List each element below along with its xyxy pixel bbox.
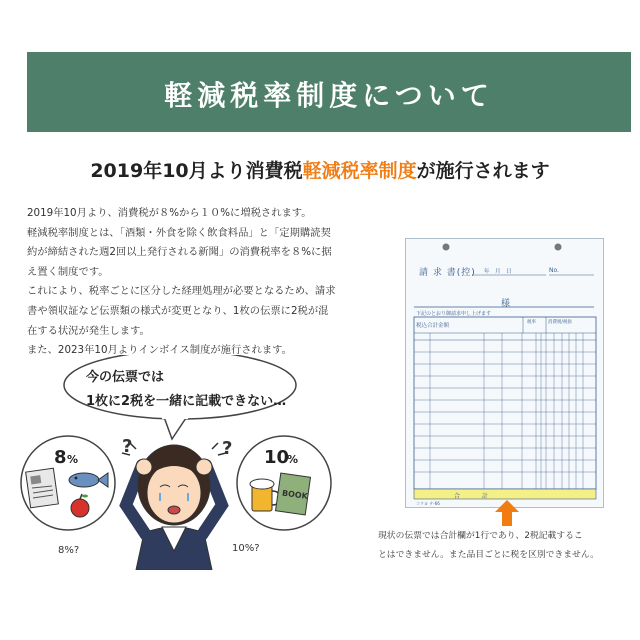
body-paragraph-1: 2019年10月より、消費税が８%から１０%に増税されます。	[27, 207, 312, 219]
right-rate-unit: %	[287, 453, 299, 466]
banner-title: 軽減税率制度について	[164, 79, 494, 112]
body-text	[27, 204, 337, 361]
left-rate-unit: %	[67, 453, 79, 466]
speech-line-1: 今の伝票では	[86, 370, 165, 385]
body-paragraph-3: これにより、税率ごとに区分した経理処理が必要となるため、請求書や領収証など伝票類の様式が変更となり、1枚の伝票に2税が混在する状況が発生します。	[27, 285, 336, 337]
title-banner	[27, 52, 631, 132]
left-rate-number: 8	[54, 447, 67, 468]
left-small-rate: 8%?	[58, 545, 80, 556]
slip-columns	[430, 333, 583, 489]
newspaper-icon	[26, 468, 59, 508]
slip-note: 下記のとおり御請求申し上げます	[416, 311, 492, 317]
left-rate-circle	[21, 436, 115, 530]
slip-number: No.	[549, 267, 559, 274]
punch-hole-left	[443, 244, 450, 251]
question-mark-left: ?	[122, 436, 133, 457]
headline-suffix: が施行されます	[416, 160, 550, 182]
caption-line-1: 現状の伝票では合計欄が1行であり、2税記載するこ	[378, 531, 583, 541]
book-icon	[276, 473, 311, 515]
slip-title: 請 求 書(控)	[419, 268, 476, 278]
up-arrow-icon	[495, 500, 519, 526]
confused-person-illustration	[14, 355, 350, 570]
question-mark-right: ?	[222, 438, 233, 459]
headline-prefix: 2019年10月より消費税	[90, 160, 303, 182]
book-label: BOOK	[281, 488, 309, 502]
right-small-rate: 10%?	[232, 543, 260, 554]
slip-total-row	[414, 489, 596, 499]
body-paragraph-2: 軽減税率制度とは、「酒類・外食を除く飲食料品」と「定期購読契約が締結された週2回以上発行される新聞」の消費税率を８%に据え置く制度です。	[27, 226, 332, 278]
headline	[0, 156, 640, 183]
punch-hole-right	[555, 244, 562, 251]
right-rate-number: 10	[264, 447, 290, 468]
slip-honorific: 様	[501, 299, 511, 309]
confused-person	[122, 443, 226, 570]
slip-grid	[406, 239, 603, 507]
invoice-slip	[405, 238, 604, 508]
right-rate-circle	[237, 436, 331, 530]
speech-bubble	[64, 355, 296, 439]
body-paragraph-4: また、2023年10月よりインボイス制度が施行されます。	[27, 344, 292, 357]
caption-line-2: とはできません。また品目ごとに税を区別できません。	[378, 550, 599, 560]
slip-date: 年 月 日	[484, 269, 512, 275]
slip-tax-header: 消費税/税抜	[548, 320, 573, 325]
speech-line-2: 1枚に2税を一緒に記載できない…	[86, 394, 287, 409]
headline-highlight: 軽減税率制度	[302, 160, 417, 182]
slip-footer-label: 合 計	[454, 493, 498, 500]
slip-code: コクヨ テ-66	[416, 501, 440, 506]
slip-rows	[414, 352, 596, 472]
slip-tax-rate-header: 税率	[527, 320, 536, 325]
slip-caption	[378, 527, 638, 565]
slip-total-amount-label: 税込合計金額	[416, 323, 450, 329]
